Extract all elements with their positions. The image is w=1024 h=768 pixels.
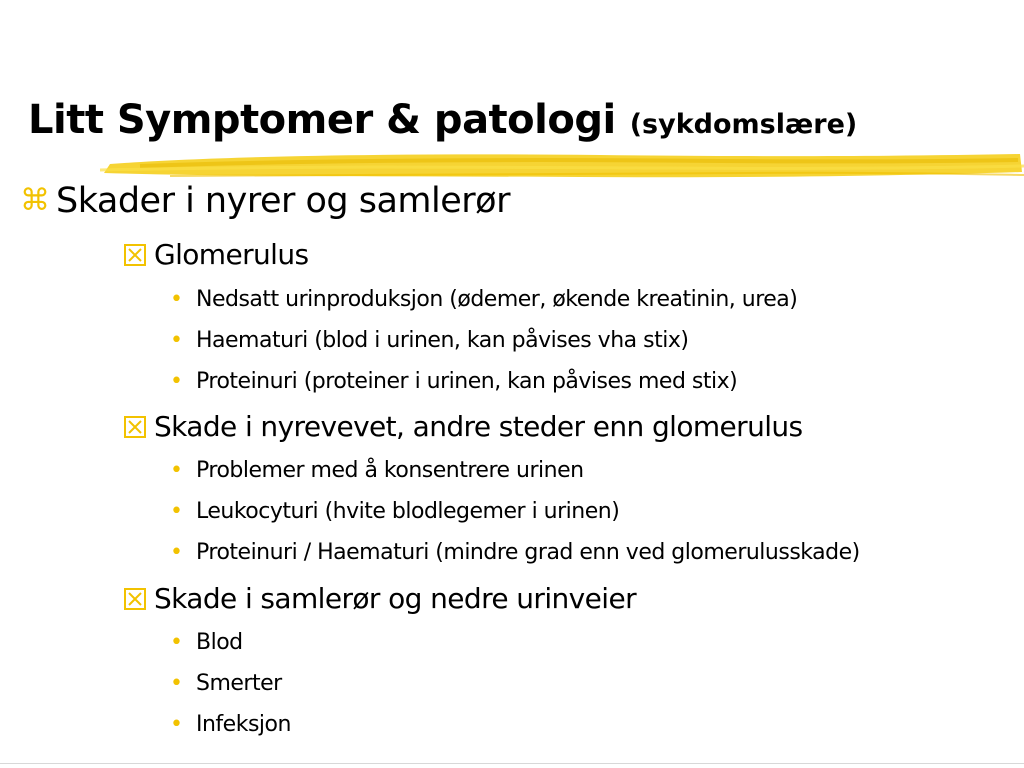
bullet-dot-icon: • bbox=[170, 369, 183, 394]
command-key-icon: ⌘ bbox=[20, 183, 50, 218]
list-item-text: Smerter bbox=[196, 671, 282, 696]
slide-title-sub: (sykdomslære) bbox=[629, 109, 858, 140]
list-item-text: Proteinuri / Haematuri (mindre grad enn ved glomerulusskade) bbox=[196, 540, 860, 565]
list-item bbox=[170, 455, 584, 487]
list-item bbox=[170, 284, 797, 316]
section-item bbox=[124, 236, 308, 274]
bullet-dot-icon: • bbox=[170, 671, 183, 696]
list-item-text: Nedsatt urinproduksjon (ødemer, økende kreatinin, urea) bbox=[196, 287, 798, 312]
section-label: Glomerulus bbox=[154, 238, 309, 271]
section-item bbox=[124, 580, 636, 618]
main-heading-text: Skader i nyrer og samlerør bbox=[56, 181, 510, 221]
bottom-divider bbox=[0, 763, 1024, 764]
list-item bbox=[170, 537, 860, 569]
checkbox-x-icon bbox=[124, 587, 154, 611]
bullet-dot-icon: • bbox=[170, 630, 183, 655]
bullet-dot-icon: • bbox=[170, 499, 183, 524]
list-item bbox=[170, 709, 291, 741]
bullet-dot-icon: • bbox=[170, 540, 183, 565]
list-item-text: Blod bbox=[196, 630, 243, 655]
list-item bbox=[170, 668, 282, 700]
slide-title-main: Litt Symptomer & patologi bbox=[28, 97, 616, 143]
main-heading bbox=[20, 178, 510, 224]
list-item bbox=[170, 496, 619, 528]
list-item bbox=[170, 325, 688, 357]
list-item-text: Problemer med å konsentrere urinen bbox=[196, 458, 584, 483]
list-item-text: Proteinuri (proteiner i urinen, kan påvises med stix) bbox=[196, 369, 738, 394]
checkbox-x-icon bbox=[124, 243, 154, 267]
list-item-text: Infeksjon bbox=[196, 712, 291, 737]
checkbox-x-icon bbox=[124, 415, 154, 439]
bullet-dot-icon: • bbox=[170, 458, 183, 483]
slide-title bbox=[28, 92, 857, 153]
list-item bbox=[170, 627, 243, 659]
section-item bbox=[124, 408, 803, 446]
list-item-text: Leukocyturi (hvite blodlegemer i urinen) bbox=[196, 499, 620, 524]
section-label: Skade i samlerør og nedre urinveier bbox=[154, 582, 636, 615]
list-item bbox=[170, 366, 737, 398]
bullet-dot-icon: • bbox=[170, 712, 183, 737]
list-item-text: Haematuri (blod i urinen, kan påvises vha stix) bbox=[196, 328, 689, 353]
bullet-dot-icon: • bbox=[170, 287, 183, 312]
bullet-dot-icon: • bbox=[170, 328, 183, 353]
section-label: Skade i nyrevevet, andre steder enn glomerulus bbox=[154, 410, 803, 443]
